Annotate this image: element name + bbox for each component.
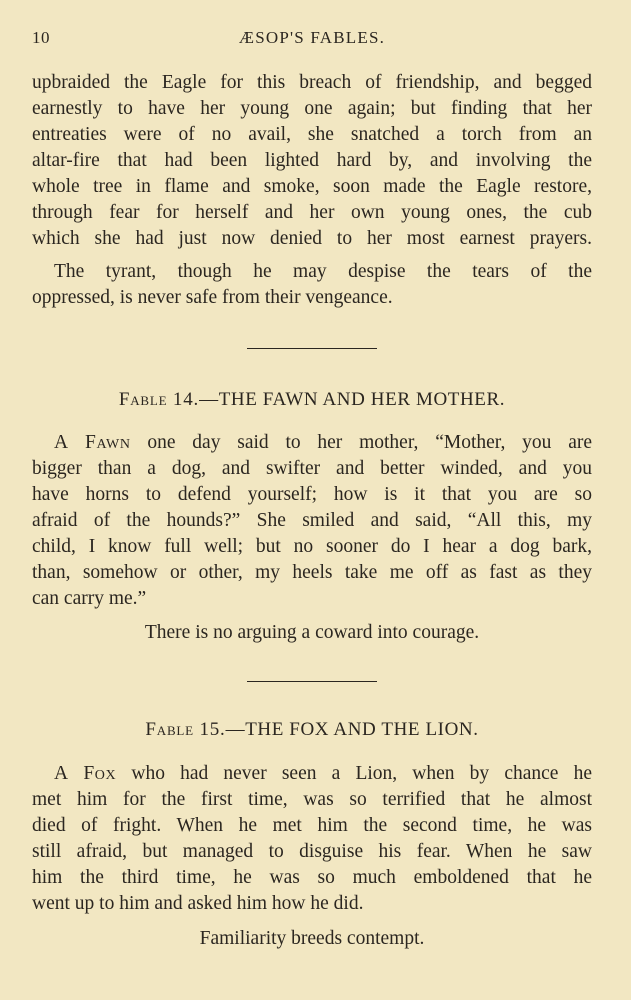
text-line: died of fright. When he met him the second time, he was [32, 815, 592, 836]
text-line: which she had just now denied to her most earnest prayers. [32, 228, 592, 249]
text-line: have horns to defend yourself; how is it that you are so [32, 484, 592, 505]
fable-number: Fable 14. [118, 389, 200, 410]
text-line: him the third time, he was so much emboldened that he [32, 867, 592, 888]
text-line: met him for the first time, was so terrified that he almost [32, 789, 592, 810]
running-head [32, 28, 592, 54]
fable-heading [32, 717, 592, 743]
text-line: earnestly to have her young one again; but finding that her [32, 98, 592, 119]
section-divider [247, 348, 377, 349]
text-line [32, 430, 592, 456]
text-line: through fear for herself and her own young ones, the cub [32, 202, 592, 223]
fable-title: —THE FOX AND THE LION. [225, 719, 479, 740]
book-page [32, 0, 592, 1000]
text-line: whole tree in flame and smoke, soon made the Eagle restore, [32, 176, 592, 197]
text-line: afraid of the hounds?” She smiled and said, “All this, my [32, 510, 592, 531]
text-line: still afraid, but managed to disguise his fear. When he saw [32, 841, 592, 862]
section-divider [247, 681, 377, 682]
text-line: entreaties were of no avail, she snatched a torch from an [32, 124, 592, 145]
text-line: went up to him and asked him how he did. [32, 893, 364, 914]
fable-heading [32, 387, 592, 413]
text-line: upbraided the Eagle for this breach of friendship, and begged [32, 72, 592, 93]
opening-word: A Fox [54, 763, 117, 784]
text-line: child, I know full well; but no sooner do I hear a dog bark, [32, 536, 592, 557]
fable-15-moral: Familiarity breeds contempt. [199, 928, 425, 949]
fable-14-moral: There is no arguing a coward into courage. [144, 622, 480, 643]
text-line: than, somehow or other, my heels take me off as fast as they [32, 562, 592, 583]
running-title: ÆSOP'S FABLES. [238, 28, 386, 47]
text-run: one day said to her mother, “Mother, you are [130, 432, 593, 453]
fable-title: —THE FAWN AND HER MOTHER. [199, 389, 506, 410]
text-line: bigger than a dog, and swifter and better winded, and you [32, 458, 592, 479]
fable-number: Fable 15. [145, 719, 226, 740]
opening-word: A Fawn [54, 432, 131, 453]
text-line: altar-fire that had been lighted hard by, and involving the [32, 150, 592, 171]
text-run: who had never seen a Lion, when by chance he [116, 763, 592, 784]
text-line: can carry me.” [32, 588, 147, 609]
page-number: 10 [32, 28, 50, 47]
text-line [32, 761, 592, 787]
moral-line: oppressed, is never safe from their vengeance. [32, 287, 393, 308]
moral-line: The tyrant, though he may despise the tears of the [54, 261, 592, 282]
